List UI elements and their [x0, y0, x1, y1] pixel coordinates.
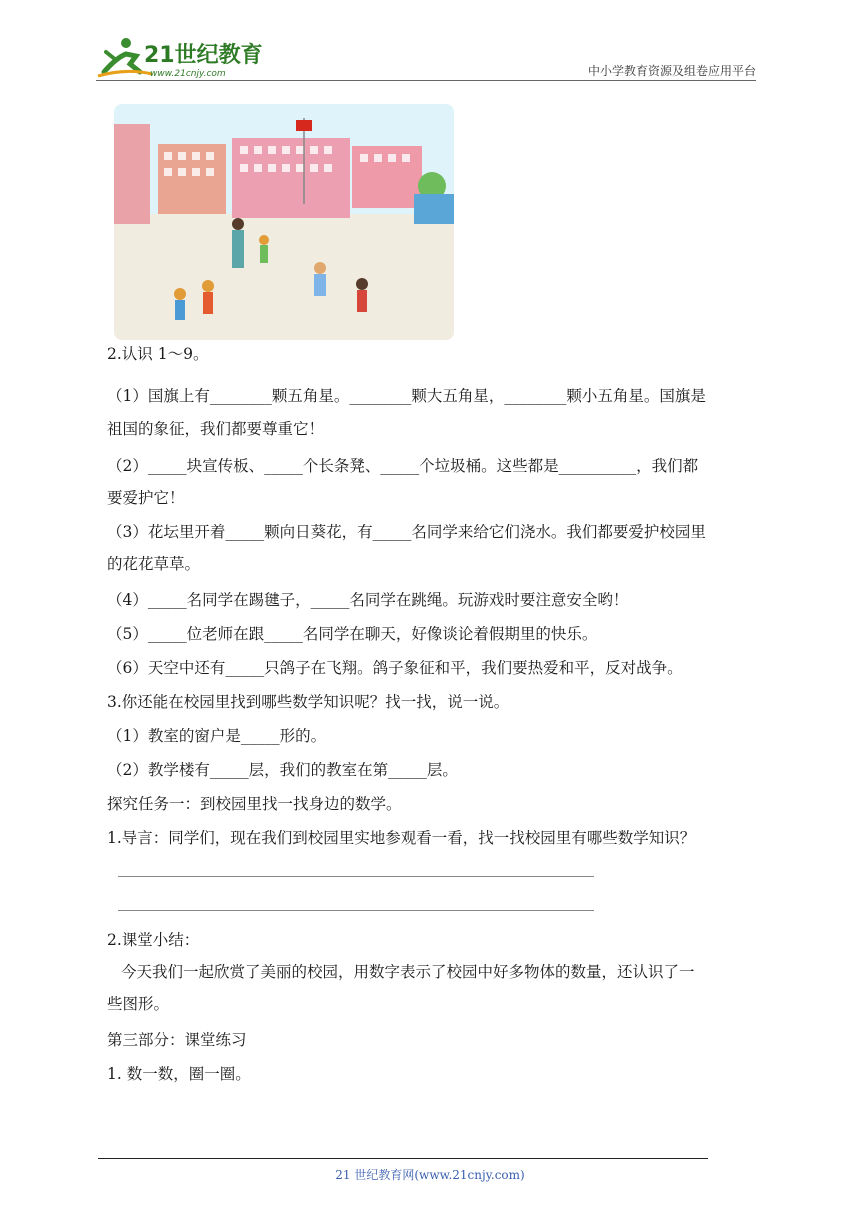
question-teacher: （5）_____位老师在跟_____名同学在聊天，好像谈论着假期里的快乐。 [107, 625, 598, 643]
footer-divider [98, 1158, 708, 1159]
site-logo [96, 34, 266, 80]
logo-url: www.21cnjy.com [150, 69, 226, 79]
task-title: 探究任务一：到校园里找一找身边的数学。 [107, 795, 402, 813]
question-flag-line1: （1）国旗上有________颗五角星。________颗大五角星，________颗小五角星。国旗是 [107, 387, 706, 405]
question-flowers-line1: （3）花坛里开着_____颗向日葵花，有_____名同学来给它们浇水。我们都要爱护校园里 [107, 523, 706, 541]
summary-title: 2.课堂小结： [107, 931, 200, 949]
question-games: （4）_____名同学在踢毽子，_____名同学在跳绳。玩游戏时要注意安全哟！ [107, 591, 629, 609]
header-platform-text: 中小学教育资源及组卷应用平台 [587, 64, 756, 78]
question-pigeons: （6）天空中还有_____只鸽子在飞翔。鸽子象征和平，我们要热爱和平，反对战争。 [107, 659, 683, 677]
answer-line-2 [118, 910, 594, 911]
question-boards-line2: 要爱护它！ [107, 489, 185, 507]
section-title-recognize: 2.认识 1～9。 [107, 345, 209, 363]
answer-line-1 [118, 876, 594, 877]
school-yard-illustration [114, 104, 454, 340]
part-three-title: 第三部分：课堂练习 [107, 1031, 247, 1049]
exercise-title: 1. 数一数，圈一圈。 [107, 1065, 251, 1083]
question-flowers-line2: 的花花草草。 [107, 555, 201, 573]
section-title-find: 3.你还能在校园里找到哪些数学知识呢？找一找，说一说。 [107, 693, 510, 711]
question-boards-line1: （2）_____块宣传板、_____个长条凳、_____个垃圾桶。这些都是__________，我们都 [107, 457, 699, 475]
question-floors: （2）教学楼有_____层，我们的教室在第_____层。 [107, 761, 458, 779]
question-window: （1）教室的窗户是_____形的。 [107, 727, 327, 745]
summary-text-line2: 些图形。 [107, 995, 170, 1013]
question-flag-line2: 祖国的象征，我们都要尊重它！ [107, 420, 325, 438]
footer-text: 21 世纪教育网(www.21cnjy.com) [335, 1168, 525, 1182]
intro-text: 1.导言：同学们，现在我们到校园里实地参观看一看，找一找校园里有哪些数学知识？ [107, 829, 696, 847]
header-divider [96, 80, 756, 81]
summary-text-line1: 今天我们一起欣赏了美丽的校园，用数字表示了校园中好多物体的数量，还认识了一 [121, 963, 695, 981]
logo-text: 21世纪教育 [144, 43, 263, 68]
